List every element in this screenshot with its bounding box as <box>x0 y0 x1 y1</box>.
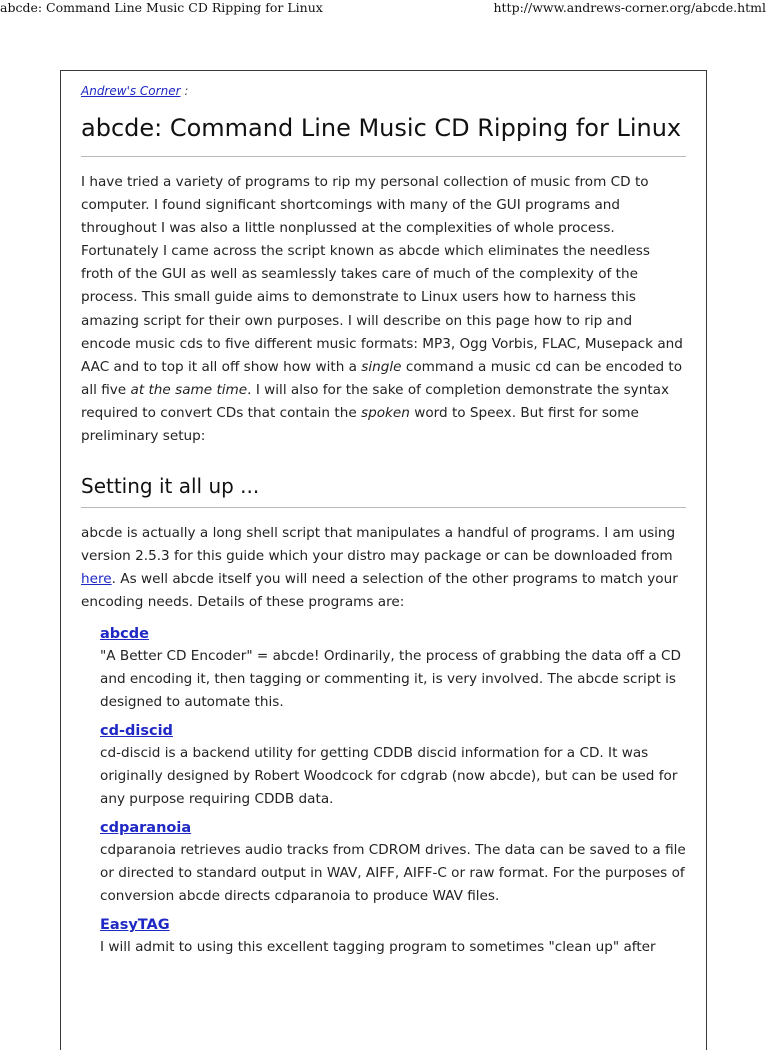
breadcrumb-home-link[interactable]: Andrew's Corner <box>81 84 181 98</box>
page-frame <box>60 70 707 1050</box>
section-divider <box>81 507 686 508</box>
program-description: I will admit to using this excellent tagging program to sometimes "clean up" after <box>100 939 656 956</box>
intro-text-4: word to Speex. But first for some preliminary setup: <box>81 404 639 445</box>
setup-text-1: abcde is actually a long shell script that manipulates a handful of programs. I am using version 2.5.3 for this guide which your distro may package or can be downloaded from <box>81 525 676 565</box>
print-header-url: http://www.andrews-corner.org/abcde.html <box>493 0 766 15</box>
program-list <box>100 623 686 960</box>
program-description: cdparanoia retrieves audio tracks from CDROM drives. The data can be saved to a file or directed to standard output in WAV, AIFF, AIFF-C or raw format. For the purposes of conversion abcde directs cdparanoia to produce WAV files. <box>100 842 686 905</box>
program-description: "A Better CD Encoder" = abcde! Ordinarily, the process of grabbing the data off a CD and encoding it, then tagging or commenting it, is very involved. The abcde script is designed to automate this. <box>100 647 682 710</box>
intro-paragraph <box>81 171 686 448</box>
setup-paragraph <box>81 522 686 614</box>
intro-emphasis-spoken: spoken <box>361 404 410 421</box>
article <box>81 84 686 965</box>
download-here-link[interactable]: here <box>81 571 112 588</box>
program-item <box>100 720 686 811</box>
program-item <box>100 914 686 959</box>
intro-text-3: . I will also for the sake of completion demonstrate the syntax required to convert CDs that contain the <box>81 381 670 421</box>
program-link-abcde[interactable]: abcde <box>100 625 149 642</box>
intro-emphasis-same-time: at the same time <box>130 381 248 398</box>
intro-text-1: I have tried a variety of programs to rip my personal collection of music from CD to computer. I found significant shortcomings with many of the GUI programs and throughout I was also a little nonplussed at the complexities of whole process. Fortunately I came across the script known as abcde which eliminates the needless froth of the GUI as well as seamlessly takes care of much of the complexity of the process. This small guide aims to demonstrate to Linux users how to harness this amazing script for their own purposes. I will describe on this page how to rip and encode music cds to five different music formats: MP3, Ogg Vorbis, FLAC, Musepack and AAC and to top it all off show how with a <box>81 174 683 375</box>
program-description: cd-discid is a backend utility for getting CDDB discid information for a CD. It was originally designed by Robert Woodcock for cdgrab (now abcde), but can be used for any purpose requiring CDDB data. <box>100 744 678 807</box>
page-title: abcde: Command Line Music CD Ripping for Linux <box>81 114 682 142</box>
intro-emphasis-single: single <box>361 358 402 375</box>
program-link-cd-discid[interactable]: cd-discid <box>100 722 173 739</box>
print-header-title: abcde: Command Line Music CD Ripping for Linux <box>0 0 323 15</box>
program-item <box>100 817 686 908</box>
intro-text-2: command a music cd can be encoded to all five <box>81 358 683 398</box>
breadcrumb-separator: : <box>184 84 189 98</box>
title-divider <box>81 156 686 157</box>
program-item <box>100 623 686 714</box>
print-header <box>0 0 768 16</box>
breadcrumb <box>81 84 686 102</box>
program-link-easytag[interactable]: EasyTAG <box>100 917 170 934</box>
program-link-cdparanoia[interactable]: cdparanoia <box>100 820 192 837</box>
setup-text-2: . As well abcde itself you will need a selection of the other programs to match your encoding needs. Details of these programs are: <box>81 571 678 611</box>
section-heading: Setting it all up ... <box>81 474 260 499</box>
